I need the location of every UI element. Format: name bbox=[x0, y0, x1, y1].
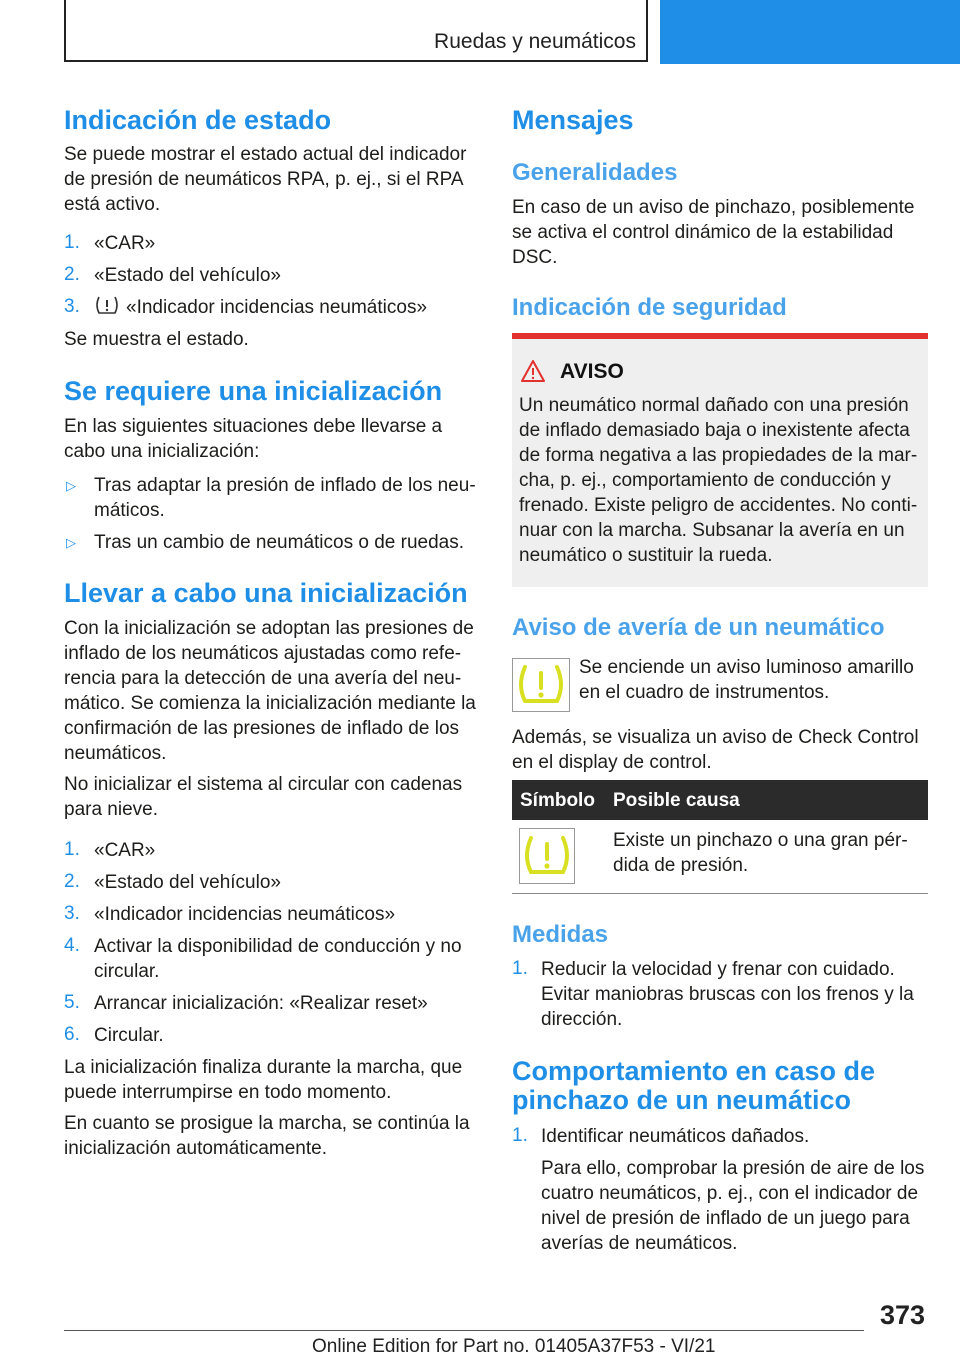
behavior-sub-text: Para ello, comprobar la presión de aire de los cuatro neumáticos, p. ej., con el indicador de nivel de presión de inflado de un juego para averías de neumáticos. bbox=[541, 1158, 925, 1254]
step-text: «Indicador incidencias neumáticos» bbox=[94, 904, 396, 925]
fault-icon-text: Se enciende un aviso luminoso amarillo en el cuadro de instrumentos. bbox=[579, 657, 914, 703]
tire-pressure-icon bbox=[521, 832, 573, 880]
heading-fault: Aviso de avería de un neumático bbox=[512, 614, 885, 641]
bullet-triangle-icon: ▷ bbox=[66, 535, 76, 550]
step-text: «Estado del vehículo» bbox=[94, 872, 281, 893]
perform-end-text-2: En cuanto se prosigue la marcha, se continúa la inicialización automáticamente. bbox=[64, 1113, 470, 1159]
step-text: Activar la disponibilidad de conducción y no circular. bbox=[94, 936, 462, 982]
table-header-symbol: Símbolo bbox=[520, 790, 595, 811]
table-cell-cause: Existe un pinchazo o una gran pér- dida de presión. bbox=[613, 830, 908, 876]
footer-edition: Online Edition for Part no. 01405A37F53 - VI/21 bbox=[312, 1336, 716, 1357]
tire-pressure-icon bbox=[94, 294, 120, 316]
required-text: En las siguientes situaciones debe llevarse a cabo una inicialización: bbox=[64, 416, 443, 462]
warning-text: Un neumático normal dañado con una presión de inflado demasiado baja o inexistente afecta de forma negativa a las propiedades de la mar- cha, p. ej., comportamiento de conducción y frenado. Existe peligro de accidentes. No conti- nuar con la marcha. Subsanar la avería en un neumático o sustituir la rueda. bbox=[519, 395, 918, 566]
step-number: 2. bbox=[64, 871, 80, 892]
perform-text: Con la inicialización se adoptan las presiones de inflado de los neumáticos ajustadas como refe- rencia para la detección de una avería del neu- mático. Se comienza la inicialización mediante la confirmación de las presiones de inflado de los neumáticos. bbox=[64, 618, 476, 764]
bullet-text: Tras adaptar la presión de inflado de los neu- máticos. bbox=[94, 475, 476, 521]
step-number: 1. bbox=[512, 1125, 528, 1146]
step-text: Identificar neumáticos dañados. bbox=[541, 1126, 810, 1147]
status-text: Se puede mostrar el estado actual del indicador de presión de neumáticos RPA, p. ej., si el RPA está activo. bbox=[64, 144, 467, 215]
heading-required: Se requiere una inicialización bbox=[64, 376, 443, 406]
heading-perform: Llevar a cabo una inicialización bbox=[64, 578, 468, 608]
general-text: En caso de un aviso de pinchazo, posiblemente se activa el control dinámico de la estabilidad DSC. bbox=[512, 197, 915, 268]
heading-general: Generalidades bbox=[512, 159, 678, 186]
fault-text: Además, se visualiza un aviso de Check Control en el display de control. bbox=[512, 727, 919, 773]
step-number: 2. bbox=[64, 264, 80, 285]
heading-behavior: Comportamiento en caso de pinchazo de un neumático bbox=[512, 1056, 876, 1115]
step-number: 1. bbox=[64, 232, 80, 253]
step-text: «CAR» bbox=[94, 840, 156, 861]
status-after-text: Se muestra el estado. bbox=[64, 329, 249, 350]
heading-safety: Indicación de seguridad bbox=[512, 294, 787, 321]
header-tab bbox=[660, 0, 960, 64]
perform-text-2: No inicializar el sistema al circular con cadenas para nieve. bbox=[64, 774, 463, 820]
heading-measures: Medidas bbox=[512, 921, 609, 948]
step-number: 4. bbox=[64, 935, 80, 956]
step-text: «Estado del vehículo» bbox=[94, 265, 281, 286]
table-header-cause: Posible causa bbox=[613, 790, 740, 811]
heading-messages: Mensajes bbox=[512, 105, 634, 135]
step-text: Arrancar inicialización: «Realizar reset» bbox=[94, 993, 428, 1014]
step-number: 6. bbox=[64, 1024, 80, 1045]
heading-status: Indicación de estado bbox=[64, 105, 332, 135]
step-number: 1. bbox=[64, 839, 80, 860]
bullet-text: Tras un cambio de neumáticos o de ruedas. bbox=[94, 532, 464, 553]
page-number: 373 bbox=[880, 1300, 926, 1330]
step-text: «Indicador incidencias neumáticos» bbox=[126, 297, 428, 318]
footer-rule bbox=[64, 1330, 864, 1331]
step-text: «CAR» bbox=[94, 233, 156, 254]
bullet-triangle-icon: ▷ bbox=[66, 478, 76, 493]
step-number: 5. bbox=[64, 992, 80, 1013]
header-section-title: Ruedas y neumáticos bbox=[434, 30, 636, 53]
warning-title: AVISO bbox=[560, 360, 624, 383]
perform-end-text: La inicialización finaliza durante la marcha, que puede interrumpirse en todo momento. bbox=[64, 1057, 463, 1103]
warning-triangle-icon bbox=[520, 359, 546, 383]
step-text: Circular. bbox=[94, 1025, 164, 1046]
step-number: 3. bbox=[64, 903, 80, 924]
step-number: 1. bbox=[512, 958, 528, 979]
tire-pressure-icon bbox=[515, 661, 567, 709]
step-text: Reducir la velocidad y frenar con cuidado. Evitar maniobras bruscas con los frenos y la dirección. bbox=[541, 959, 914, 1030]
header-tab-label: MOVILIDAD bbox=[154, 30, 275, 53]
step-number: 3. bbox=[64, 296, 80, 317]
table-bottom-rule bbox=[512, 893, 928, 894]
